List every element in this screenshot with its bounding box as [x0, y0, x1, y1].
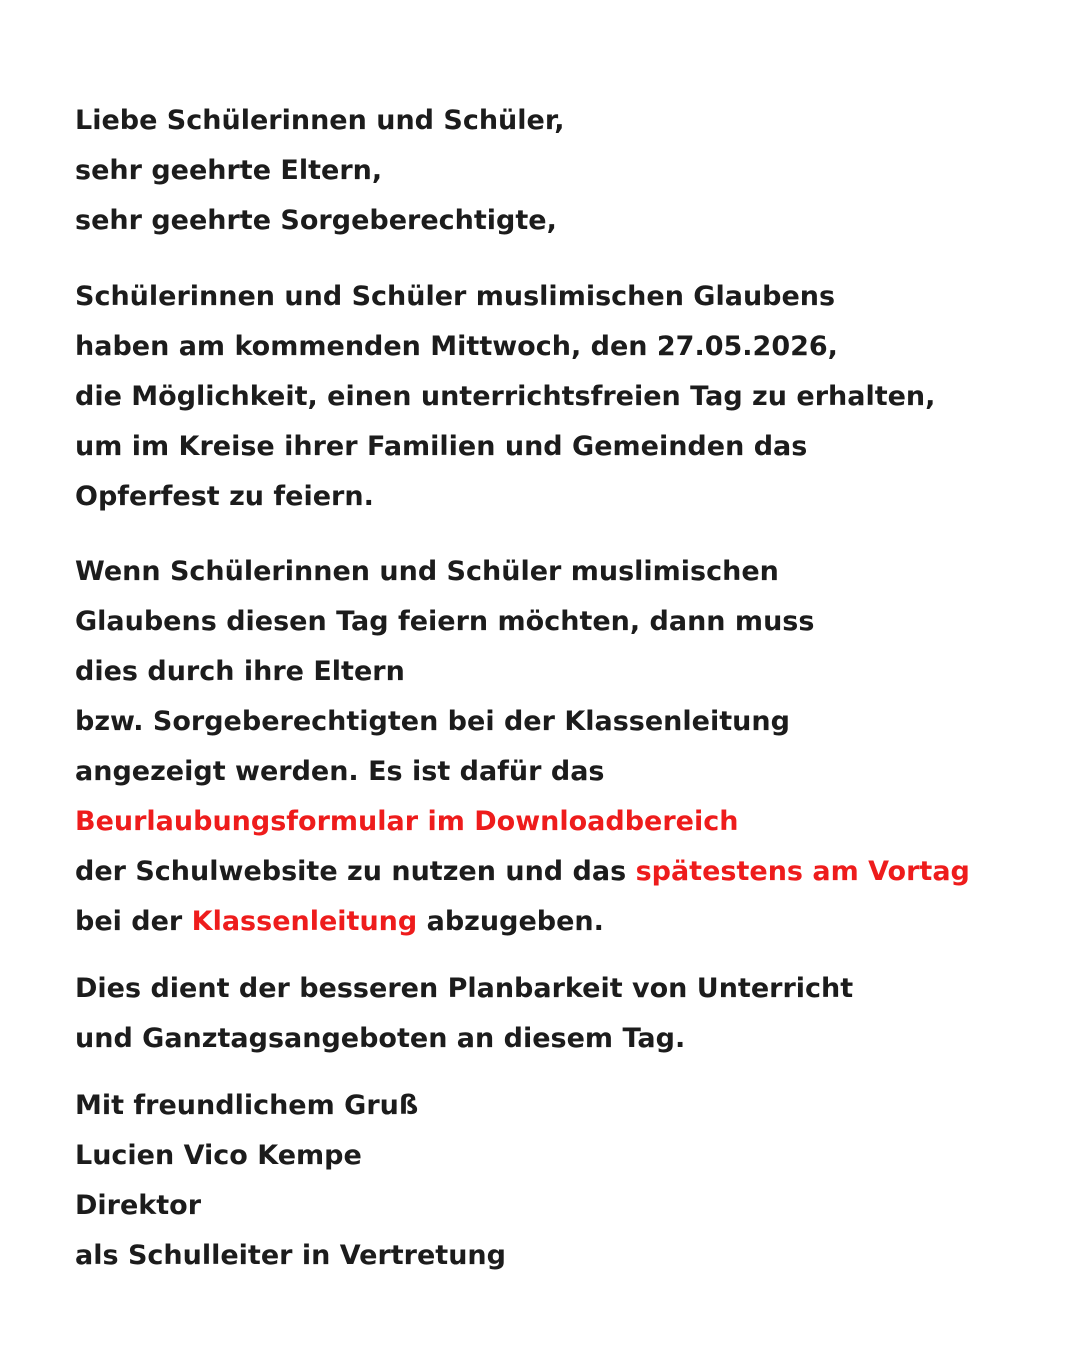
intro-paragraph	[75, 272, 1065, 522]
intro-line: die Möglichkeit, einen unterrichtsfreien Tag zu erhalten,	[75, 381, 936, 412]
procedure-line	[75, 847, 1065, 897]
submit-suffix: abzugeben.	[417, 906, 604, 937]
closing-line: Mit freundlichem Gruß	[75, 1090, 419, 1121]
signer-role: als Schulleiter in Vertretung	[75, 1240, 506, 1271]
intro-line: haben am kommenden Mittwoch, den 27.05.2026,	[75, 331, 838, 362]
intro-line: Opferfest zu feiern.	[75, 481, 374, 512]
website-text: der Schulwebsite zu nutzen und das	[75, 856, 636, 887]
procedure-line	[75, 897, 1065, 947]
deadline-highlight: spätestens am Vortag	[635, 856, 970, 887]
procedure-line: Glaubens diesen Tag feiern möchten, dann muss	[75, 606, 815, 637]
greeting-line: sehr geehrte Sorgeberechtigte,	[75, 205, 557, 236]
purpose-paragraph	[75, 964, 1065, 1064]
purpose-line: und Ganztagsangeboten an diesem Tag.	[75, 1023, 686, 1054]
procedure-line	[75, 797, 1065, 847]
school-letter	[75, 96, 1065, 1281]
class-lead-highlight: Klassenleitung	[191, 906, 418, 937]
intro-line: Schülerinnen und Schüler muslimischen Glaubens	[75, 281, 836, 312]
procedure-line: angezeigt werden. Es ist dafür das	[75, 756, 605, 787]
signer-name: Lucien Vico Kempe	[75, 1140, 362, 1171]
greeting	[75, 96, 1065, 246]
procedure-line: bzw. Sorgeberechtigten bei der Klassenleitung	[75, 706, 790, 737]
form-highlight: Beurlaubungsformular im Downloadbereich	[75, 806, 739, 837]
intro-line: um im Kreise ihrer Familien und Gemeinden das	[75, 431, 808, 462]
greeting-line: Liebe Schülerinnen und Schüler,	[75, 105, 565, 136]
greeting-line: sehr geehrte Eltern,	[75, 155, 383, 186]
procedure-line: dies durch ihre Eltern	[75, 656, 405, 687]
procedure-line: Wenn Schülerinnen und Schüler muslimischen	[75, 556, 779, 587]
submit-prefix: bei der	[75, 906, 192, 937]
closing-signature	[75, 1081, 1065, 1281]
procedure-paragraph	[75, 547, 1065, 947]
signer-title: Direktor	[75, 1190, 202, 1221]
purpose-line: Dies dient der besseren Planbarkeit von Unterricht	[75, 973, 854, 1004]
